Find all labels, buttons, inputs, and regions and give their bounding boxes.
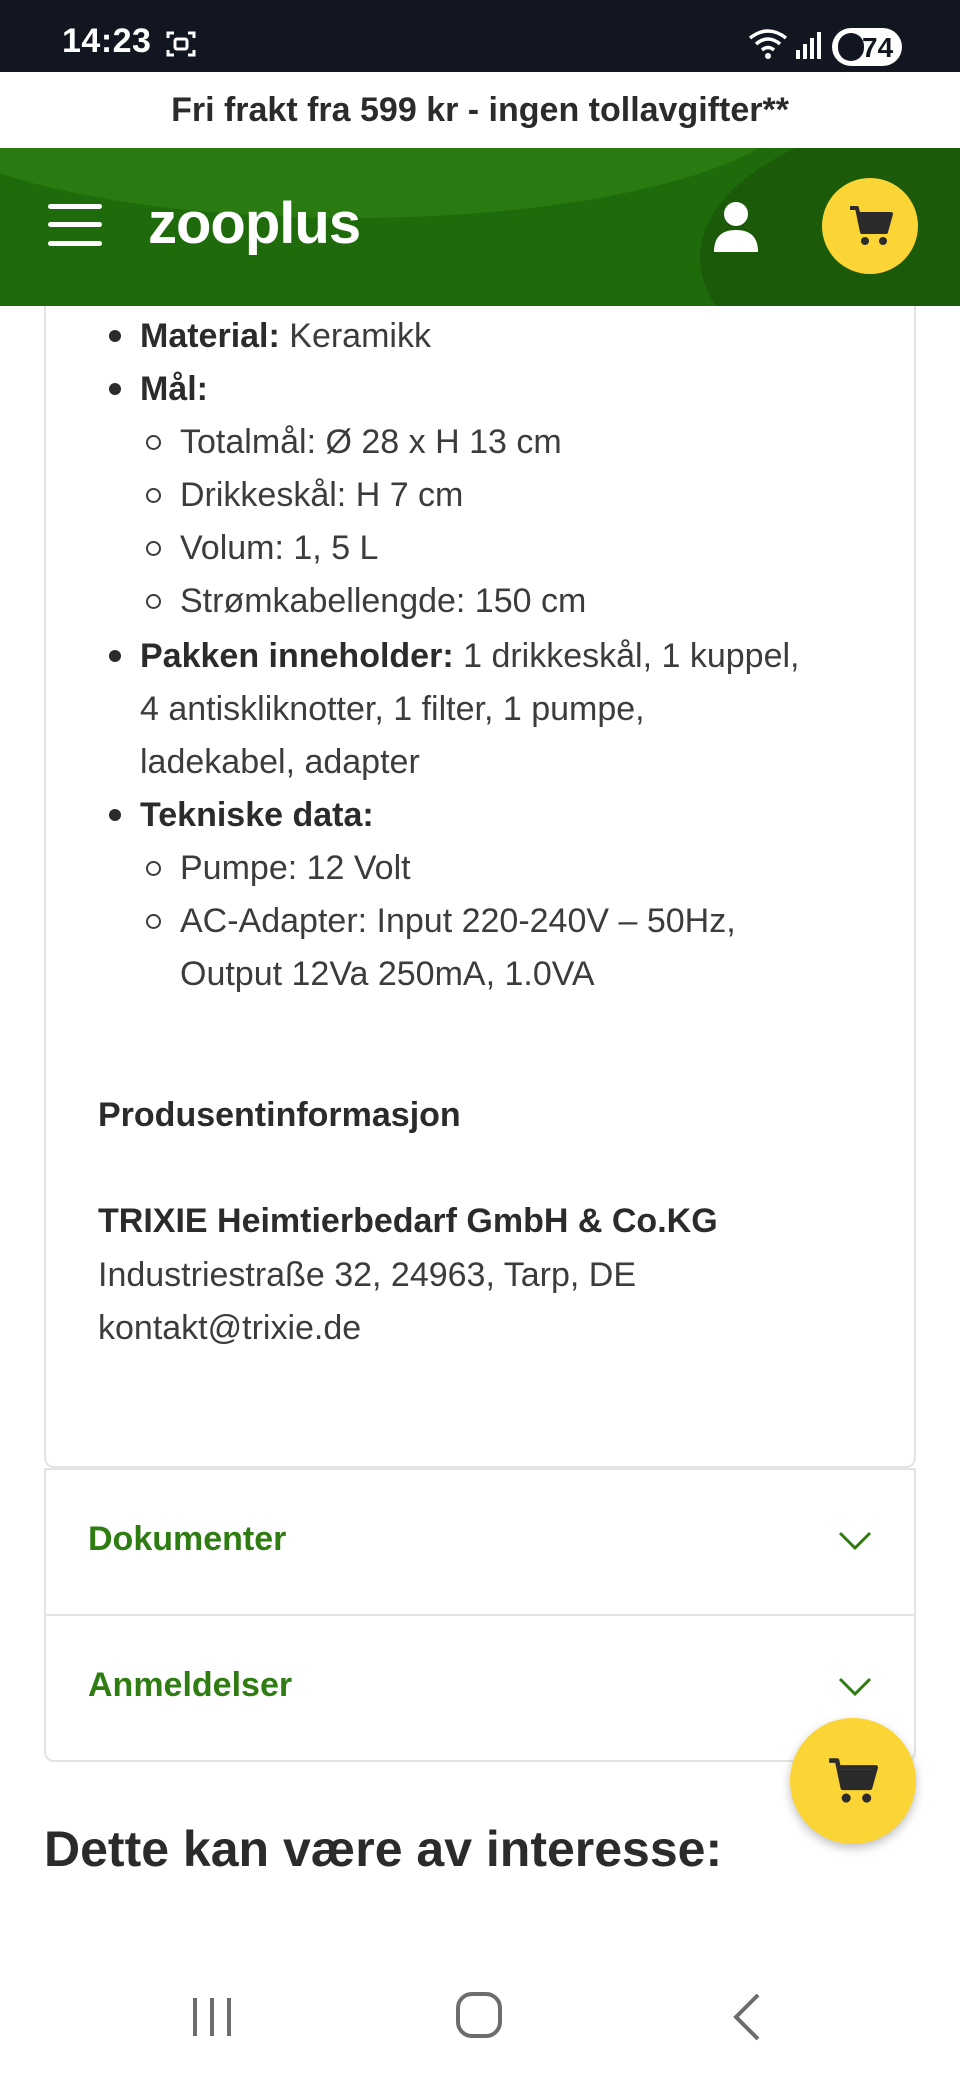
cart-icon (848, 204, 894, 248)
header-decoration (0, 148, 800, 218)
chevron-down-icon (838, 1676, 872, 1698)
spec-dimensions-label: Mål: (140, 370, 208, 408)
manufacturer-name: TRIXIE Heimtierbedarf GmbH & Co.KG (98, 1202, 718, 1240)
sub-bullet-icon (146, 488, 161, 503)
back-icon[interactable] (732, 1992, 762, 2042)
bullet-icon (109, 383, 121, 395)
manufacturer-address: Industriestraße 32, 24963, Tarp, DE (98, 1256, 637, 1294)
spec-technical-label: Tekniske data: (140, 796, 374, 834)
accordion-documents[interactable] (44, 1468, 916, 1616)
spec-technical-item: Pumpe: 12 Volt (180, 849, 411, 887)
sub-bullet-icon (146, 914, 161, 929)
user-icon[interactable] (708, 198, 764, 254)
recent-apps-icon[interactable] (190, 1996, 234, 2038)
promo-banner[interactable]: Fri frakt fra 599 kr - ingen tollavgifter** (0, 72, 960, 148)
header-cart-button[interactable] (822, 178, 918, 274)
screenshot-icon (166, 30, 196, 58)
bullet-icon (109, 330, 121, 342)
hamburger-icon[interactable] (48, 204, 102, 246)
battery-icon (832, 28, 902, 66)
spec-technical-item: AC-Adapter: Input 220-240V – 50Hz, (180, 902, 736, 940)
bullet-icon (109, 650, 121, 662)
status-bar (0, 0, 960, 72)
spec-dimension-item: Strømkabellengde: 150 cm (180, 582, 587, 620)
spec-label: Material: (140, 317, 280, 355)
home-icon[interactable] (456, 1992, 502, 2038)
signal-icon (794, 30, 822, 60)
spec-technical-item: Output 12Va 250mA, 1.0VA (180, 955, 595, 993)
spec-dimension-item: Volum: 1, 5 L (180, 529, 379, 567)
spec-value: 1 drikkeskål, 1 kuppel, (453, 637, 800, 675)
manufacturer-title: Produsentinformasjon (98, 1096, 461, 1134)
cart-icon (826, 1756, 880, 1806)
spec-dimension-item: Drikkeskål: H 7 cm (180, 476, 464, 514)
accordion-label: Dokumenter (88, 1520, 287, 1558)
accordion-reviews[interactable] (44, 1616, 916, 1762)
site-header (0, 148, 960, 306)
system-nav-bar (0, 1960, 960, 2080)
sub-bullet-icon (146, 541, 161, 556)
floating-cart-button[interactable] (790, 1718, 916, 1844)
battery-saver-icon (838, 33, 864, 61)
spec-value: Keramikk (279, 317, 431, 355)
spec-package-line: 4 antiskliknotter, 1 filter, 1 pumpe, (140, 690, 645, 728)
spec-package (140, 630, 799, 683)
spec-package-line: ladekabel, adapter (140, 743, 420, 781)
spec-material (140, 310, 431, 363)
manufacturer-email[interactable]: kontakt@trixie.de (98, 1309, 362, 1347)
accordion-label: Anmeldelser (88, 1666, 293, 1704)
battery-percent: 74 (862, 32, 894, 63)
chevron-down-icon (838, 1530, 872, 1552)
spec-label: Pakken inneholder: (140, 637, 454, 675)
sub-bullet-icon (146, 435, 161, 450)
sub-bullet-icon (146, 861, 161, 876)
spec-dimension-item: Totalmål: Ø 28 x H 13 cm (180, 423, 562, 461)
bullet-icon (109, 809, 121, 821)
wifi-icon (748, 28, 788, 60)
sub-bullet-icon (146, 594, 161, 609)
zooplus-logo[interactable]: zooplus (148, 191, 361, 256)
section-heading: Dette kan være av interesse: (44, 1821, 723, 1877)
status-time: 14:23 (62, 22, 152, 60)
